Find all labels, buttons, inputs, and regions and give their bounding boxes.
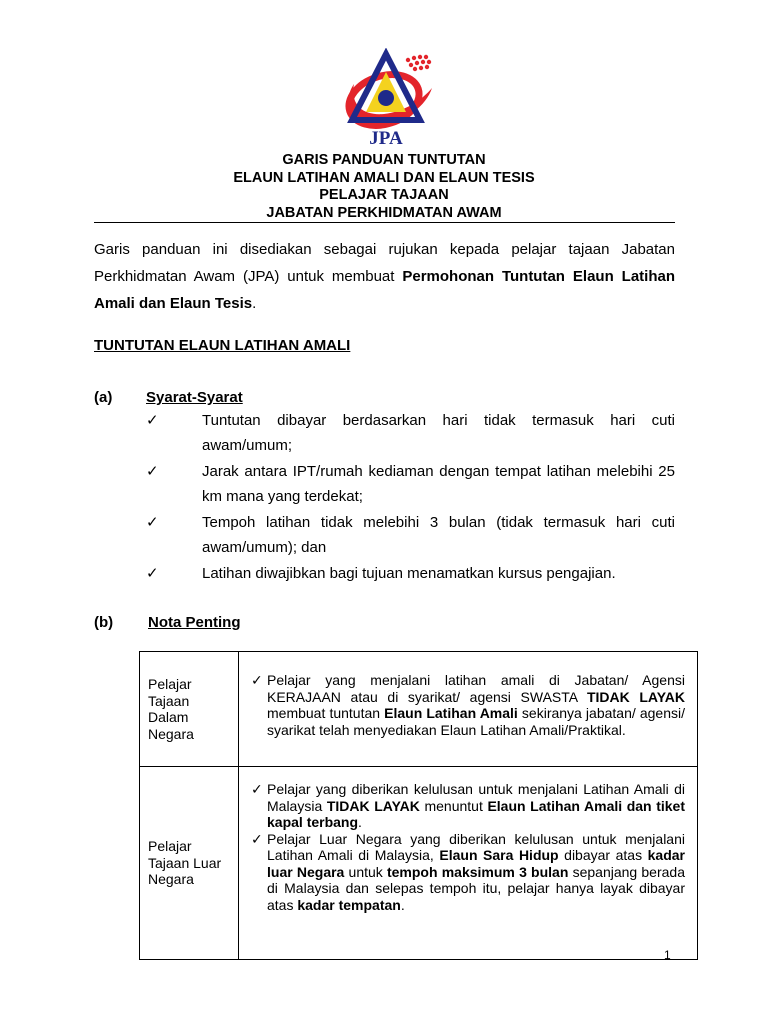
checkmark-icon: ✓ [251, 672, 263, 688]
syarat-list [146, 408, 675, 587]
row-label: Pelajar Tajaan Luar Negara [140, 767, 239, 960]
checkmark-icon: ✓ [146, 514, 159, 531]
checkmark-icon: ✓ [146, 565, 159, 582]
title-line-2: ELAUN LATIHAN AMALI DAN ELAUN TESIS [233, 169, 535, 186]
nota-table [139, 651, 698, 960]
note-item: ✓ Pelajar yang diberikan kelulusan untuk menjalani Latihan Amali di Malaysia TIDAK LAYAK menuntut Elaun Latihan Amali dan tiket kapal terbang. [251, 781, 685, 830]
row-content [239, 767, 698, 960]
intro-paragraph: Garis panduan ini disediakan sebagai rujukan kepada pelajar tajaan Jabatan Perkhidmatan Awam (JPA) untuk membuat Permohonan Tuntutan Elaun Latihan Amali dan Elaun Tesis. [94, 241, 675, 312]
document-title [0, 152, 768, 222]
table-row [140, 767, 698, 960]
logo-text: JPA [369, 128, 403, 148]
list-item: ✓ Latihan diwajibkan bagi tujuan menamatkan kursus pengajian. [146, 561, 675, 586]
checkmark-icon: ✓ [146, 412, 159, 429]
table-row [140, 652, 698, 767]
title-line-1: GARIS PANDUAN TUNTUTAN [282, 152, 486, 168]
row-content [239, 652, 698, 767]
header-rule [94, 222, 675, 223]
list-item: ✓ Tempoh latihan tidak melebihi 3 bulan (tidak termasuk hari cuti awam/umum); dan [146, 510, 675, 560]
nota-label: (b) [94, 614, 114, 631]
list-item: ✓ Tuntutan dibayar berdasarkan hari tidak termasuk hari cuti awam/umum; [146, 408, 675, 458]
note-item: ✓ Pelajar Luar Negara yang diberikan kelulusan untuk menjalani Latihan Amali di Malaysia, Elaun Sara Hidup dibayar atas kadar luar Negara untuk tempoh maksimum 3 bulan sepanjang berada di Malaysia dan selepas tempoh itu, pelajar hanya layak dibayar atas kadar tempatan. [251, 830, 685, 913]
page-number: 1 [664, 948, 671, 962]
title-line-3: PELAJAR TAJAAN [319, 187, 449, 203]
section-title: TUNTUTAN ELAUN LATIHAN AMALI [94, 337, 351, 354]
syarat-title: Syarat-Syarat [146, 389, 243, 406]
nota-title: Nota Penting [148, 614, 241, 631]
checkmark-icon: ✓ [251, 781, 263, 797]
note-item: ✓ Pelajar yang menjalani latihan amali di Jabatan/ Agensi KERAJAAN atau di syarikat/ agensi SWASTA TIDAK LAYAK membuat tuntutan Elaun Latihan Amali sekiranya jabatan/ agensi/ syarikat telah menyediakan Elaun Latihan Amali/Praktikal. [251, 672, 685, 738]
syarat-label: (a) [94, 389, 113, 406]
checkmark-icon: ✓ [146, 463, 159, 480]
row-label: Pelajar Tajaan Dalam Negara [140, 652, 239, 767]
jpa-logo [336, 48, 440, 148]
checkmark-icon: ✓ [251, 830, 263, 847]
title-line-4: JABATAN PERKHIDMATAN AWAM [266, 204, 502, 221]
list-item: ✓ Jarak antara IPT/rumah kediaman dengan tempat latihan melebihi 25 km mana yang terdekat; [146, 459, 675, 509]
